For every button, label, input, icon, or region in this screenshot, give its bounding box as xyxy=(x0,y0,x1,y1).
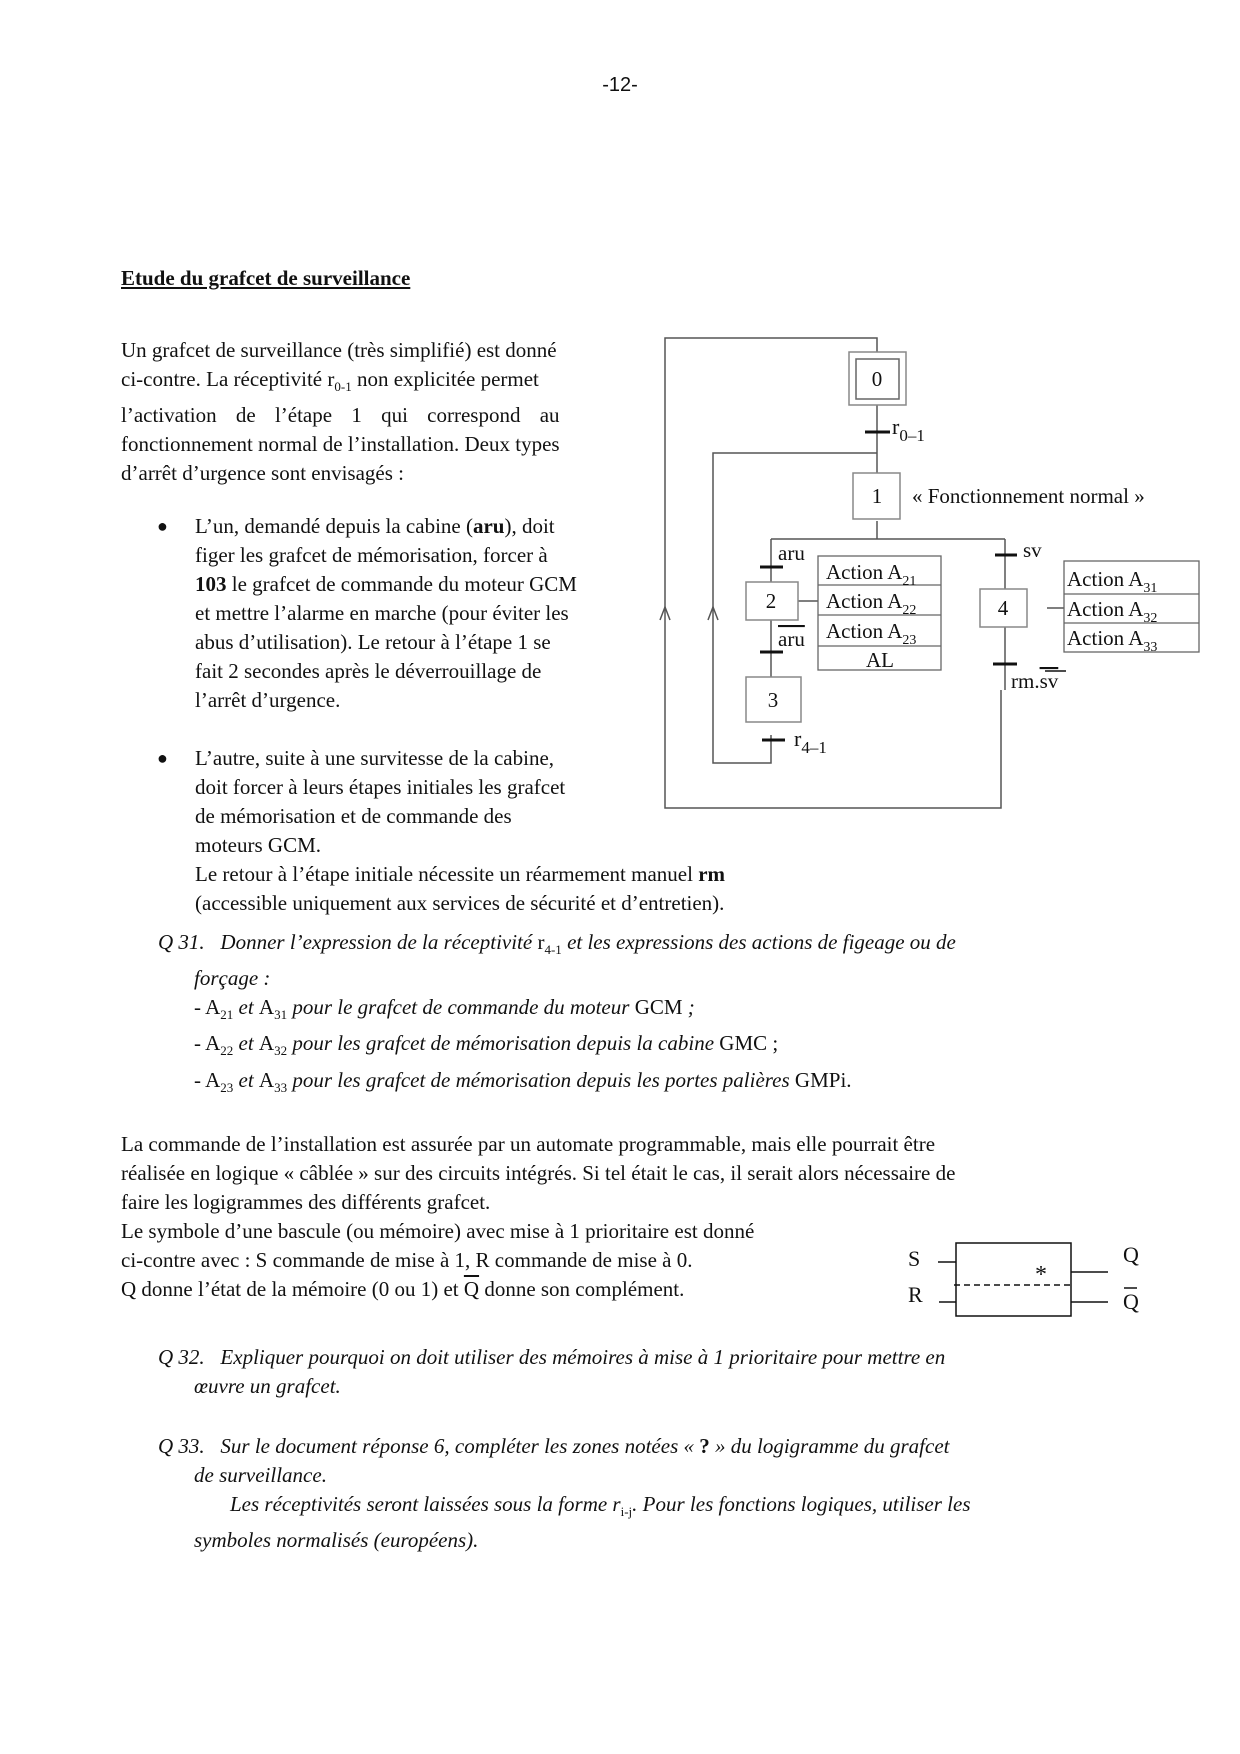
svg-text:Q: Q xyxy=(1123,1242,1139,1267)
intro-line: l’activation de l’étape 1 qui correspond au xyxy=(121,403,560,428)
svg-text:R: R xyxy=(908,1282,923,1307)
svg-text:Action A32: Action $A_{32}$ xyxy=(1067,597,1158,626)
sv-label: sv xyxy=(1023,538,1042,562)
svg-text:Action A31: Action $A_{31}$ xyxy=(1067,567,1158,596)
svg-text:Action A21: Action $A_{21}$ xyxy=(826,560,917,589)
bullet-icon: ● xyxy=(157,748,168,768)
grafcet-diagram xyxy=(0,0,1240,840)
svg-text:Q: Q xyxy=(1123,1289,1139,1314)
step-2-label: 2 xyxy=(765,589,777,613)
svg-text:*: * xyxy=(1035,1262,1047,1288)
sr-flipflop-symbol xyxy=(880,1220,1170,1330)
intro-line: ci-contre. La réceptivité $r_{0-1}$ non explicitée permet xyxy=(121,367,539,395)
question-33: Q 33. Sur le document réponse 6, compléter les zones notées « ? » du logigramme du grafcet de surveillance. Les réceptivités seront laissées sous la forme $r_{i-j}$. Pour les fonctions logiques, utiliser les symboles normalisés (européens). xyxy=(158,1434,971,1553)
bullet-icon: ● xyxy=(157,516,168,536)
section-title: Etude du grafcet de surveillance xyxy=(121,266,411,290)
svg-text:S: S xyxy=(908,1246,921,1271)
bullet-sv: L’autre, suite à une survitesse de la cabine, doit forcer à leurs étapes initiales les grafcet de mémorisation et de commande des moteurs GCM. Le retour à l’étape initiale nécessite un réarmement manuel rm (accessible uniquement aux services de sécurité et d’entretien). xyxy=(195,746,726,915)
aru-not-label: aru xyxy=(778,627,805,651)
bullet-aru: L’un, demandé depuis la cabine (aru), doit figer les grafcet de mémorisation, forcer à 103 le grafcet de commande du moteur GCM et mettre l’alarme en marche (pour éviter les abus d’utilisation). Le retour à l’étape 1 se fait 2 secondes après le déverrouillage de l’arrêt d’urgence. xyxy=(195,514,577,712)
step-0-label: 0 xyxy=(871,367,883,391)
svg-text:Action A23: Action $A_{23}$ xyxy=(826,619,917,648)
svg-text:Action A33: Action $A_{33}$ xyxy=(1067,626,1158,655)
step-3-label: 3 xyxy=(767,688,779,712)
intro-line: fonctionnement normal de l’installation. Deux types xyxy=(121,432,560,457)
aru-label: aru xyxy=(778,541,805,565)
r41-label: $r_{4-1}$ xyxy=(794,726,827,757)
svg-text:Action A22: Action $A_{22}$ xyxy=(826,589,917,618)
step-1-label: 1 xyxy=(871,484,883,508)
question-32: Q 32. Expliquer pourquoi on doit utiliser des mémoires à mise à 1 prioritaire pour mettre en œuvre un grafcet. xyxy=(158,1345,946,1398)
page-number: -12- xyxy=(602,74,638,96)
r01-label: $r_{0-1}$ xyxy=(892,414,925,445)
rm-sv-label: rm.sv xyxy=(1011,669,1059,693)
intro-line: Un grafcet de surveillance (très simplifié) est donné xyxy=(121,338,557,362)
intro-line: d’arrêt d’urgence sont envisagés : xyxy=(121,461,405,486)
step-1-comment: « Fonctionnement normal » xyxy=(912,484,1145,508)
question-31: Q 31. Donner l’expression de la réceptivité $r_{4-1}$ et les expressions des actions de figeage ou de forçage : - $A_{21}$ et $A_{31}$ pour le grafcet de commande du moteur GCM ; - $A_{22}$ et $A_{32}$ pour les grafcet de mémorisation depuis la cabine GMC ; - $A_{23}$ et $A_{33}$ pour les grafcet de mémorisation depuis les portes palières GMPi. xyxy=(158,930,956,1095)
svg-text:AL: AL xyxy=(866,648,894,672)
step-4-label: 4 xyxy=(997,596,1009,620)
logic-paragraph: La commande de l’installation est assurée par un automate programmable, mais elle pourrait être réalisée en logique « câblée » sur des circuits intégrés. Si tel était le cas, il serait alors nécessaire de faire les logigrammes des différents grafcet. Le symbole d’une bascule (ou mémoire) avec mise à 1 prioritaire est donné ci-contre avec : S commande de mise à 1, R commande de mise à 0. Q donne l’état de la mémoire (0 ou 1) et $\overline{Q}$ donne son complément. xyxy=(121,1132,956,1301)
